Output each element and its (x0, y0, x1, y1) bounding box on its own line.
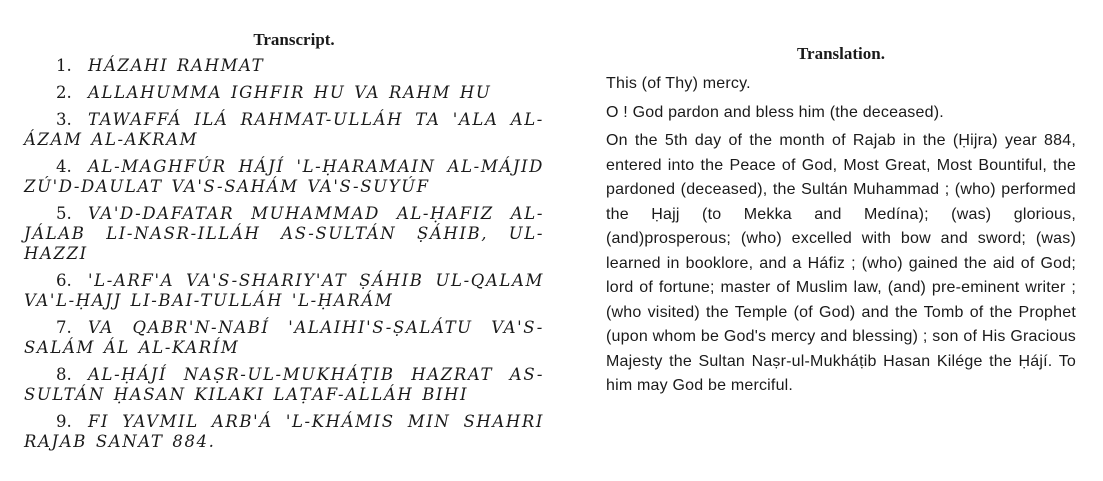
transcript-line (24, 157, 544, 197)
line-number: 8. (56, 365, 72, 384)
line-text: VA QABR'N-NABÍ 'ALAIHI'S-ṢALÁTU VA'S-SALÁM ÁL AL-KARÍM (24, 318, 544, 357)
transcript-title: Transcript. (253, 30, 335, 49)
transcript-line (24, 83, 544, 103)
line-text: ALLAHUMMA IGHFIR HU VA RAHM HU (88, 83, 492, 102)
transcript-line (24, 271, 544, 311)
line-number: 5. (56, 204, 72, 223)
line-number: 1. (56, 56, 72, 75)
transcript-line (24, 204, 544, 264)
transcript-line (24, 56, 544, 76)
line-number: 4. (56, 157, 72, 176)
line-text: 'L-ARF'A VA'S-SHARIY'AT ṢÁHIB UL-QALAM VA'L-ḤAJJ LI-BAI-TULLÁH 'L-ḤARÁM (24, 271, 544, 310)
line-number: 7. (56, 318, 72, 337)
line-text: AL-ḤÁJÍ NAṢR-UL-MUKHÁṬIB HAZRAT AS-SULTÁN ḤASAN KILAKI LAṬAF-ALLÁH BIHI (24, 365, 544, 404)
line-text: TAWAFFÁ ILÁ RAHMAT-ULLÁH TA 'ALA AL-ÁZAM AL-AKRAM (24, 110, 544, 149)
line-number: 2. (56, 83, 72, 102)
transcript-lines (24, 56, 544, 452)
line-number: 6. (56, 271, 72, 290)
transcript-line (24, 365, 544, 405)
translation-title: Translation. (796, 44, 885, 63)
translation-paragraph: On the 5th day of the month of Rajab in the (Ḥijra) year 884, entered into the Peace of God, Most Great, Most Bountiful, the pardoned (deceased), the Sultán Muhammad ; (who) performed the Ḥajj (to Mekka and Medína); (was) glorious, (and)prosperous; (who) excelled with bow and sword; (was) learned in booklore, and a Háfiz ; (who) gained the aid of God; lord of fortune; master of Muslim law, (and) pre-eminent writer ; (who visited) the Temple (of God) and the Tomb of the Prophet (upon whom be God's mercy and blessing) ; son of His Gracious Majesty the Sultan Naṣr-ul-Mukháṭib Hasan Kilége the Ḥájí. To him may God be merciful. (606, 132, 1076, 394)
transcript-section (24, 30, 544, 459)
transcript-line (24, 110, 544, 150)
line-text: FI YAVMIL ARB'Á 'L-KHÁMIS MIN SHAHRI RAJAB SANAT 884. (24, 412, 544, 451)
translation-paragraph: This (of Thy) mercy. (606, 75, 751, 92)
line-text: AL-MAGHFÚR HÁJÍ 'L-ḤARAMAIN AL-MÁJID ZÚ'D-DAULAT VA'S-SAHÁM VA'S-SUYÚF (24, 157, 544, 196)
transcript-line (24, 412, 544, 452)
line-number: 3. (56, 110, 72, 129)
line-text: HÁZAHI RAHMAT (88, 56, 265, 75)
line-text: VA'D-DAFATAR MUHAMMAD AL-ḤAFIZ AL-JÁLAB LI-NASR-ILLÁH AS-SULTÁN ṢÁHIB, UL-HAZZI (24, 204, 544, 263)
translation-paragraph: O ! God pardon and bless him (the deceased). (606, 103, 944, 121)
line-number: 9. (56, 412, 72, 431)
translation-section (606, 44, 1076, 403)
transcript-line (24, 318, 544, 358)
